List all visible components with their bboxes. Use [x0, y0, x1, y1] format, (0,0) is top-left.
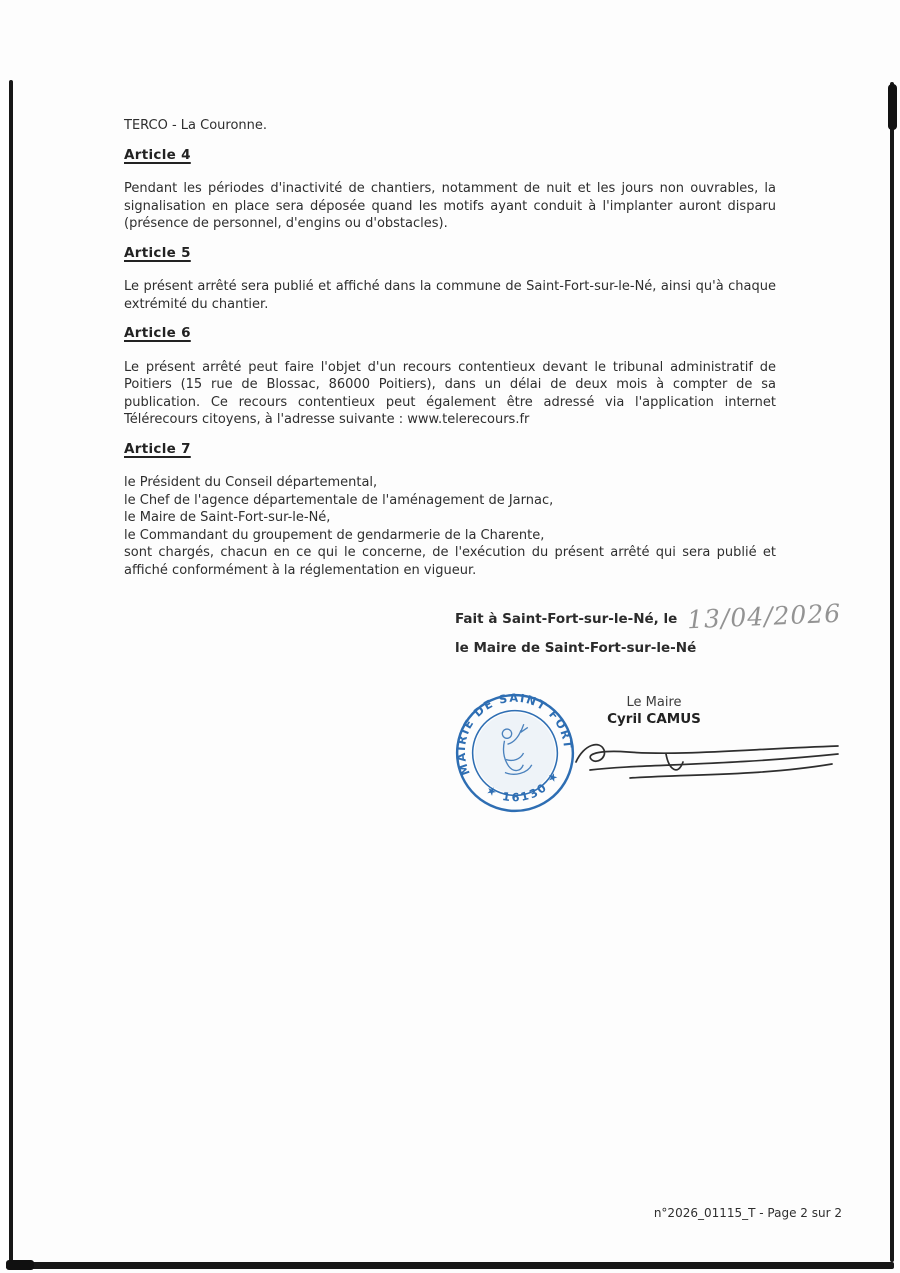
article-6-heading	[124, 325, 776, 343]
scan-edge-right	[890, 82, 894, 1262]
article-7-body: sont chargés, chacun en ce qui le concerne, de l'exécution du présent arrêté qui sera publié et affiché conformément à la réglementation en vigueur.	[124, 545, 776, 578]
scan-artifact-bottom-left	[6, 1260, 34, 1270]
article-6-body: Le présent arrêté peut faire l'objet d'un recours contentieux devant le tribunal administratif de Poitiers (15 rue de Blossac, 86000 Poitiers), dans un délai de deux mois à compter de sa publication. Ce recours contentieux peut également être adressé via l'application internet Télérecours citoyens, à l'adresse suivante : www.telerecours.fr	[124, 359, 776, 427]
article-5-heading	[124, 245, 776, 263]
recipient-line: le Maire de Saint-Fort-sur-le-Né,	[124, 510, 331, 525]
article-5-title: Article 5	[124, 244, 191, 261]
article-4-title: Article 4	[124, 146, 191, 163]
recipient-line: le Chef de l'agence départementale de l'aménagement de Jarnac,	[124, 492, 554, 508]
article-7-recipients	[124, 474, 776, 544]
article-4-heading	[124, 147, 776, 165]
stamp-postal-code: ★ 16130 ★	[483, 767, 563, 805]
document-body	[124, 117, 776, 579]
scan-edge-left	[9, 80, 13, 1266]
dateline-label: Fait à Saint-Fort-sur-le-Né, le	[455, 611, 678, 627]
signatory-title: le Maire de Saint-Fort-sur-le-Né	[455, 640, 697, 656]
article-4-body: Pendant les périodes d'inactivité de chantiers, notamment de nuit et les jours non ouvrables, la signalisation en place sera déposée quand les motifs ayant conduit à l'implanter auront disparu (présence de personnel, d'engins ou d'obstacles).	[124, 181, 776, 231]
scan-artifact-top-right	[888, 84, 897, 130]
mayor-signature	[570, 732, 848, 794]
signer-name: Cyril CAMUS	[607, 711, 701, 727]
dateline	[455, 598, 843, 635]
handwritten-date: 13/04/2026	[686, 598, 843, 635]
signer-block	[594, 695, 714, 727]
article-7-title: Article 7	[124, 440, 191, 457]
stamp-ring-text: MAIRIE DE SAINT FORT	[453, 690, 576, 778]
page-footer: n°2026_01115_T - Page 2 sur 2	[653, 1206, 842, 1220]
recipient-line: le Commandant du groupement de gendarmerie de la Charente,	[124, 527, 545, 543]
signer-role: Le Maire	[626, 695, 682, 710]
article-6-title: Article 6	[124, 325, 191, 341]
mairie-stamp	[440, 678, 590, 828]
recipient-line: le Président du Conseil départemental,	[124, 475, 378, 490]
article-5-body: Le présent arrêté sera publié et affiché dans la commune de Saint-Fort-sur-le-Né, ainsi qu'à chaque extrémité du chantier.	[124, 279, 776, 312]
scan-edge-bottom	[6, 1262, 894, 1269]
article-7-heading	[124, 441, 776, 459]
reference-line: TERCO - La Couronne.	[124, 118, 268, 133]
